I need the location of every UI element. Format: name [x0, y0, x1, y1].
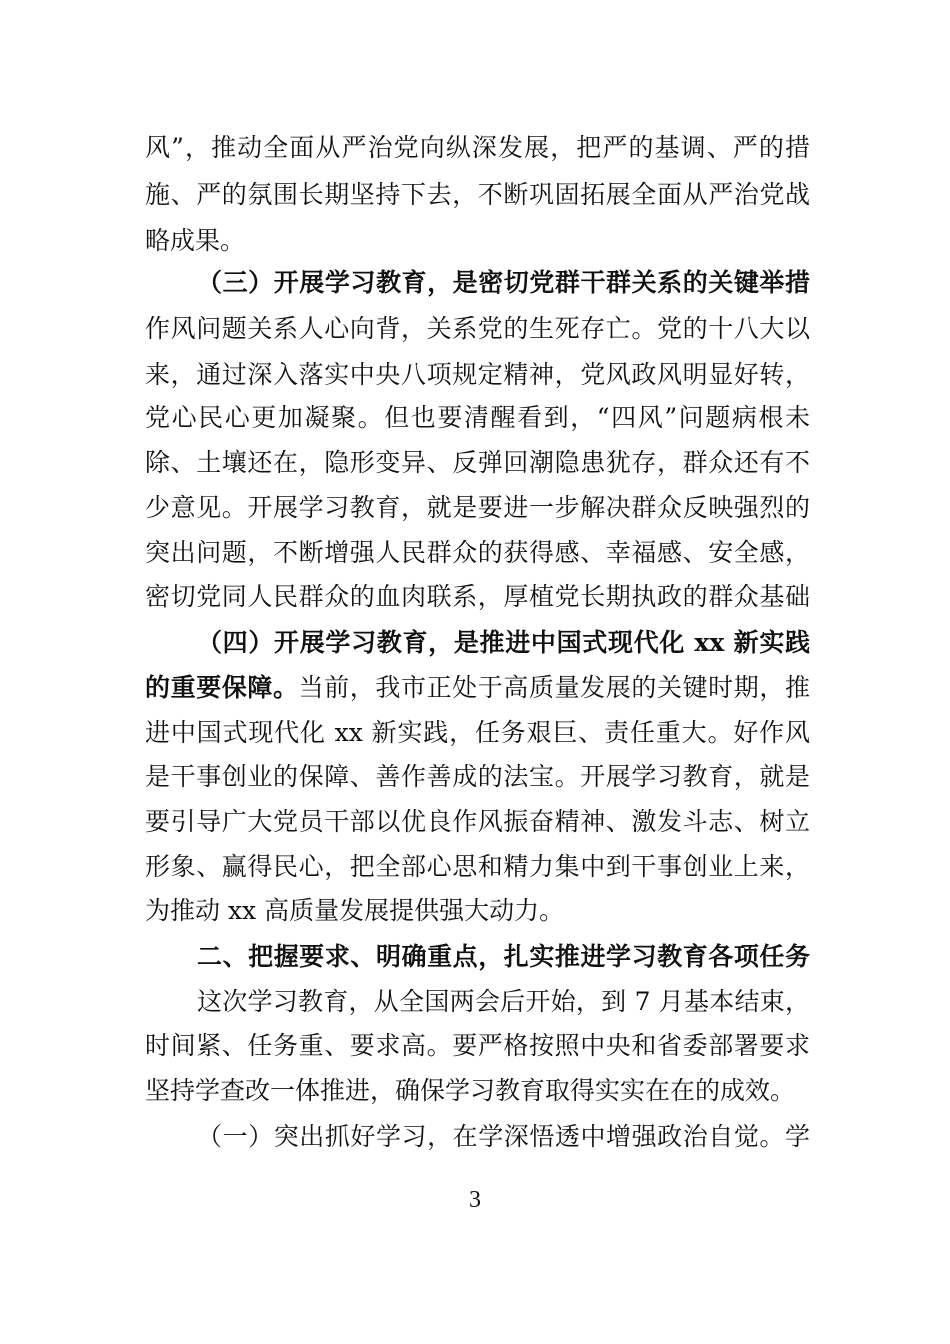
- line-text: 来，通过深入落实中央八项规定精神，党风政风明显好转，: [145, 360, 810, 389]
- chapter-heading-text: 二、把握要求、明确重点，扎实推进学习教育各项任务: [197, 942, 810, 971]
- paragraph-line: [145, 757, 810, 797]
- paragraph-line: [145, 668, 810, 708]
- section-heading-4: [197, 623, 810, 663]
- section-heading-text: （四）开展学习教育，是推进中国式现代化 xx 新实践: [197, 628, 811, 657]
- section-heading-text: （三）开展学习教育，是密切党群干群关系的关键举措: [197, 268, 810, 297]
- paragraph-line: [145, 398, 810, 438]
- line-text: 作风问题关系人心向背，关系党的生死存亡。党的十八大以: [145, 314, 810, 343]
- page-number: 3: [469, 1187, 481, 1213]
- line-text: 是干事创业的保障、善作善成的法宝。开展学习教育，就是: [145, 762, 810, 791]
- paragraph-line: [145, 802, 810, 842]
- paragraph-line: [145, 891, 810, 931]
- line-text: 进中国式现代化 xx 新实践，任务艰巨、责任重大。好作风: [145, 718, 810, 747]
- line-text: 为推动 xx 高质量发展提供强大动力。: [145, 896, 565, 925]
- line-text: 密切党同人民群众的血肉联系，厚植党长期执政的群众基础: [145, 582, 810, 611]
- line-text: （一）突出抓好学习，在学深悟透中增强政治自觉。学: [197, 1122, 810, 1151]
- section-heading-3: [197, 263, 810, 303]
- paragraph-line: [145, 488, 810, 528]
- paragraph-line: [145, 128, 810, 168]
- paragraph-line: [145, 847, 810, 887]
- line-text: 坚持学查改一体推进，确保学习教育取得实实在在的成效。: [145, 1076, 796, 1105]
- paragraph-line: [197, 982, 810, 1022]
- paragraph-line: [145, 1026, 810, 1066]
- line-text: 形象、赢得民心，把全部心思和精力集中到干事创业上来，: [145, 852, 810, 881]
- line-text: 略成果。: [145, 226, 246, 255]
- paragraph-line: [145, 577, 810, 617]
- line-text: 风”，推动全面从严治党向纵深发展，把严的基调、严的措: [145, 133, 810, 162]
- line-text: 少意见。开展学习教育，就是要进一步解决群众反映强烈的: [145, 493, 810, 522]
- paragraph-line: [145, 1071, 810, 1111]
- line-text: 时间紧、任务重、要求高。要严格按照中央和省委部署要求: [145, 1031, 810, 1060]
- paragraph-line: [145, 713, 810, 753]
- paragraph-line: [145, 221, 810, 261]
- line-text: 这次学习教育，从全国两会后开始，到 7 月基本结束，: [197, 987, 810, 1016]
- line-text: 施、严的氛围长期坚持下去，不断巩固拓展全面从严治党战: [145, 180, 810, 209]
- chapter-heading: [197, 937, 810, 977]
- line-text: 突出问题，不断增强人民群众的获得感、幸福感、安全感，: [145, 538, 810, 567]
- paragraph-line: [197, 1117, 810, 1157]
- paragraph-line: [145, 309, 810, 349]
- line-text: 除、土壤还在，隐形变异、反弹回潮隐患犹存，群众还有不: [145, 448, 810, 477]
- paragraph-line: [145, 443, 810, 483]
- paragraph-line: [145, 175, 810, 215]
- line-text: 党心民心更加凝聚。但也要清醒看到，“四风”问题病根未: [145, 403, 810, 432]
- line-text: 当前，我市正处于高质量发展的关键时期，推: [298, 673, 810, 702]
- section-heading-text: 的重要保障。: [145, 673, 299, 702]
- line-text: 要引导广大党员干部以优良作风振奋精神、激发斗志、树立: [145, 807, 810, 836]
- paragraph-line: [145, 355, 810, 395]
- paragraph-line: [145, 533, 810, 573]
